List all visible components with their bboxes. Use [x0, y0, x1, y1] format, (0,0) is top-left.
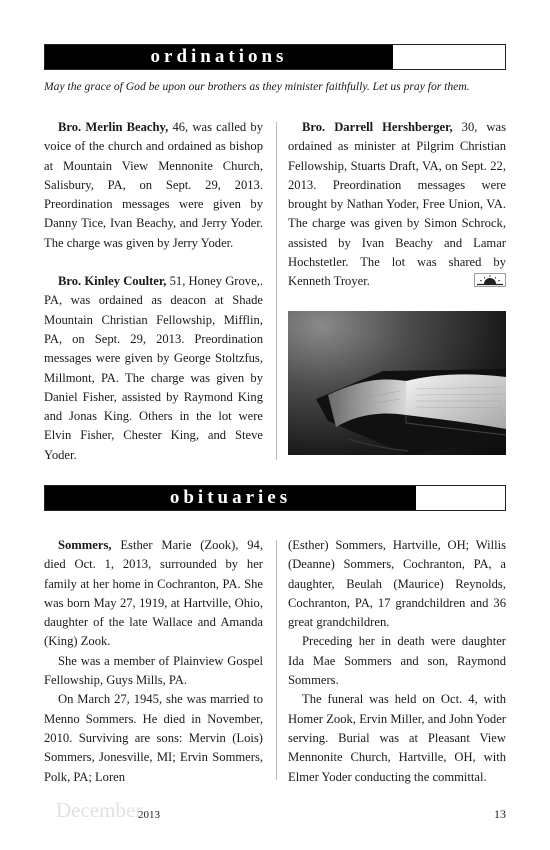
- obituaries-left-column: [44, 536, 263, 787]
- obituary-paragraph: Preceding her in death were daughter Ida Mae Sommers and son, Raymond Sommers.: [288, 634, 506, 688]
- ordination-text: 46, was called by voice of the church and ordained as bishop at Mountain View Mennonite Church, Salisbury, PA, on Sept. 29, 2013. Preordination messages were given by Danny Tice, Ivan Beachy, and Jerry Yoder. The charge was given by Jerry Yoder.: [44, 120, 263, 250]
- ordinations-heading: ordinations: [45, 45, 393, 69]
- ordination-entry: [288, 118, 506, 292]
- ordinee-name: Bro. Kinley Coulter,: [58, 274, 167, 289]
- ordinee-name: Bro. Darrell Hershberger,: [302, 120, 453, 134]
- obituaries-banner: [44, 485, 506, 511]
- ordination-text: 51, Honey Grove,. PA, was ordained as deacon at Shade Mountain Christian Fellowship, Mifflin, PA, on Sept. 29, 2013. Preordination messages were given by George Stoltzfus, Millmont, PA. The charge was given by Daniel Fisher, assisted by Raymond King and Jonas King. Others in the lot were Elvin Fisher, Chester King, and Steve Yoder.: [44, 274, 263, 462]
- ordinations-left-column: [44, 118, 263, 465]
- obituaries-right-column: [288, 536, 506, 787]
- sunrise-end-mark-icon: [474, 273, 506, 287]
- ordination-text: 30, was ordained as minister at Pilgrim Christian Fellowship, Stuarts Draft, VA, on Sept. 22, 2013. Preordination messages were brought by Nathan Yoder, Free Union, VA. The charge was given by Simon Schrock, assisted by Ivan Beachy and Lamar Hochstetler. The lot was shared by Kenneth Troyer.: [288, 120, 506, 289]
- page-number: 13: [494, 807, 506, 821]
- footer-year: 2013: [138, 809, 160, 821]
- obituary-paragraph: On March 27, 1945, she was married to Menno Sommers. He died in November, 2010. Surviving are sons: Mervin (Lois) Sommers, Jonesville, MI; Ervin Sommers, Polk, PA; Loren: [44, 692, 263, 784]
- obituary-paragraph: (Esther) Sommers, Hartville, OH; Willis (Deanne) Sommers, Cochranton, PA, a daughter, Beulah (Maurice) Reynolds, Cochranton, PA, 17 grandchildren and 36 great grandchildren.: [288, 538, 506, 630]
- deceased-name: Sommers,: [58, 538, 112, 552]
- ordination-entry: [44, 272, 263, 465]
- column-divider: [276, 540, 277, 780]
- column-divider: [276, 122, 277, 460]
- open-bible-photo: [288, 311, 506, 455]
- obituaries-heading: obituaries: [45, 486, 416, 510]
- obituary-paragraph: The funeral was held on Oct. 4, with Homer Zook, Ervin Miller, and John Yoder serving. Burial was at Pleasant View Mennonite Church, Hartville, OH, with Elmer Yoder conducting the committal.: [288, 692, 506, 784]
- ordinations-right-column: [288, 118, 506, 292]
- ordination-entry: [44, 118, 263, 253]
- obituary-paragraph: Sommers, Esther Marie (Zook), 94, died Oct. 1, 2013, surrounded by her family at her home in Cochranton, PA. She was born May 27, 1919, at Hartville, Ohio, daughter of the late Wallace and Amanda (King) Zook.: [44, 538, 263, 649]
- open-book-icon: [288, 311, 506, 455]
- obituary-paragraph: She was a member of Plainview Gospel Fellowship, Guys Mills, PA.: [44, 653, 263, 688]
- ordinations-banner: [44, 44, 506, 70]
- ordinee-name: Bro. Merlin Beachy,: [58, 120, 169, 134]
- ordinations-tagline: May the grace of God be upon our brothers as they minister faithfully. Let us pray for them.: [44, 80, 470, 93]
- footer-month: December: [56, 798, 143, 822]
